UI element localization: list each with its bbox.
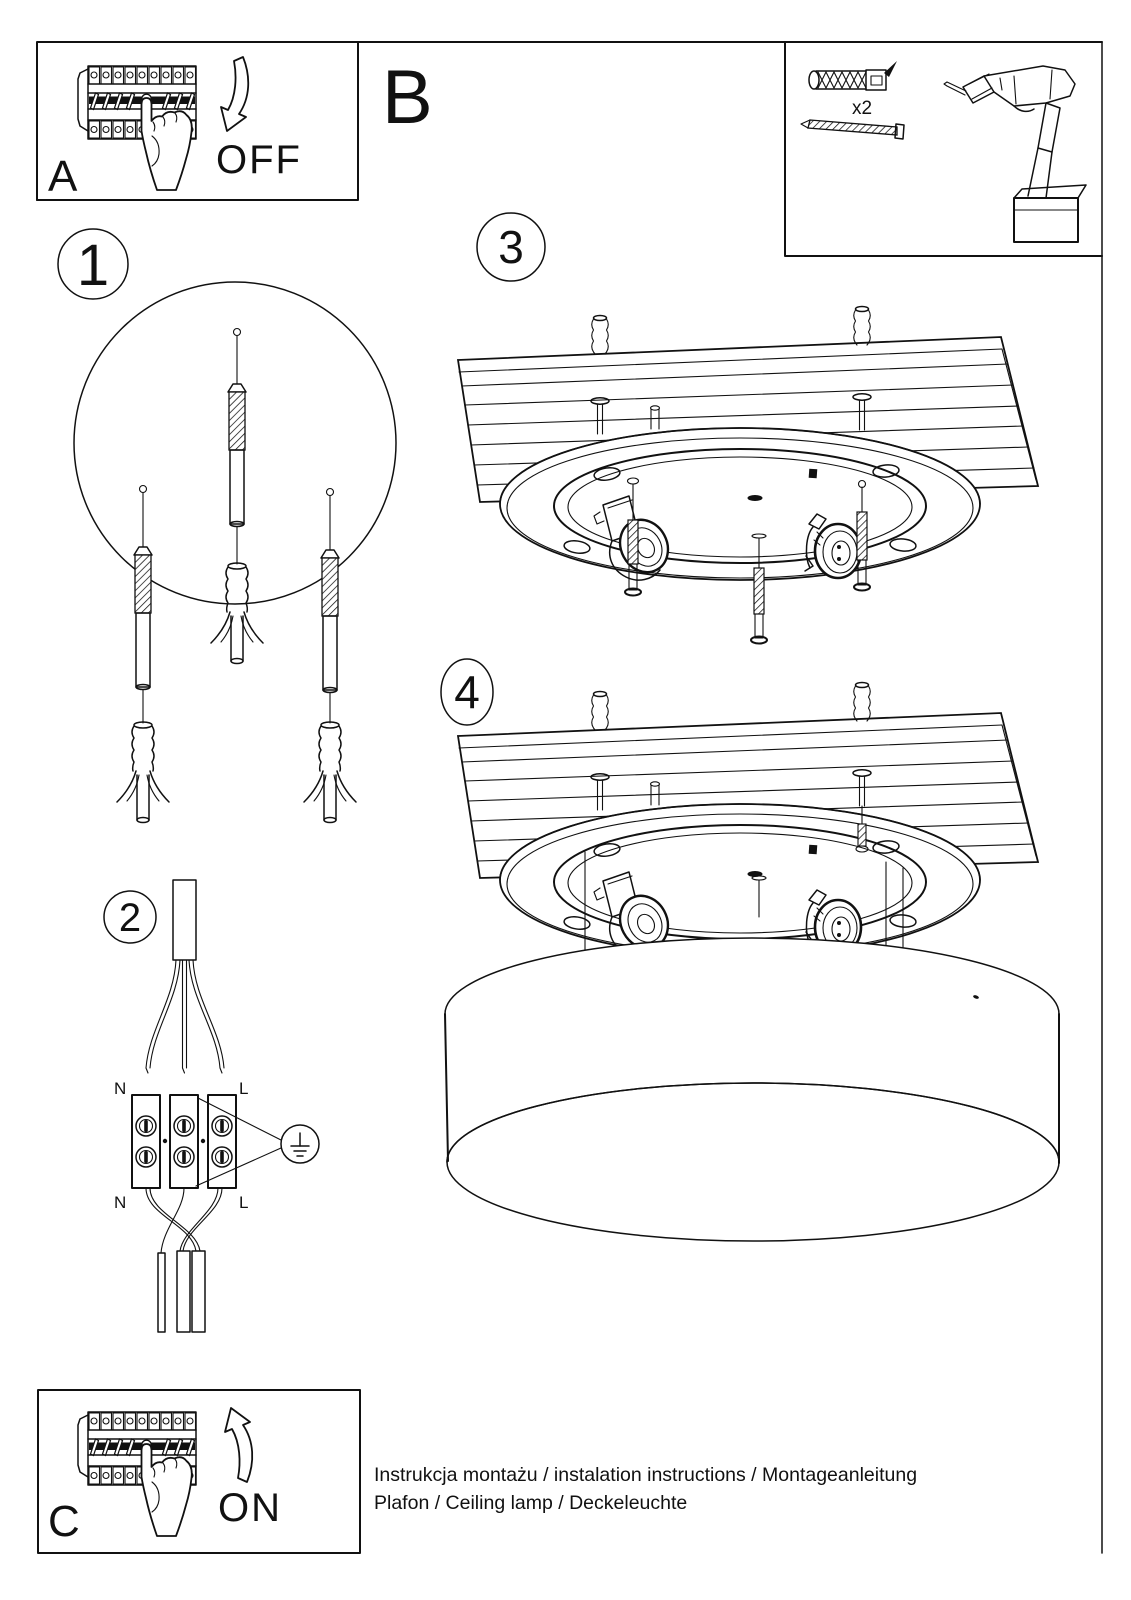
- footer-title: [374, 1464, 917, 1514]
- parts-box: [785, 42, 1102, 256]
- step3-number: 3: [498, 221, 524, 273]
- output-wires: [146, 1188, 222, 1253]
- power-on-box: [38, 1390, 360, 1553]
- wall-plug-icon: [809, 61, 897, 90]
- shade-screw: [858, 824, 866, 846]
- terminal-l-top: L: [239, 1079, 249, 1098]
- footer-line2: Plafon / Ceiling lamp / Deckeleuchte: [374, 1492, 688, 1514]
- terminal-n-top: N: [114, 1079, 127, 1098]
- box-a-label: A: [48, 152, 78, 201]
- footer-line1: Instrukcja montażu / instalation instructions / Montageanleitung: [374, 1464, 918, 1486]
- anchor-quantity-label: x2: [851, 98, 873, 119]
- power-on-label: ON: [218, 1486, 282, 1530]
- step4-illustration: [441, 659, 1059, 1241]
- power-off-box: [37, 42, 358, 201]
- dowel-in-board-left: [592, 316, 609, 355]
- section-b-label: B: [382, 55, 433, 140]
- lamp-shade-illustration: [445, 938, 1059, 1241]
- box-c-label: C: [48, 1497, 80, 1546]
- wires: [146, 960, 224, 1073]
- screw-dowel-left: [117, 486, 169, 823]
- terminal-n-bottom: N: [114, 1193, 127, 1212]
- arrow-down-icon: [221, 57, 248, 131]
- step2-number: 2: [118, 896, 142, 940]
- ground-symbol-icon: [196, 1098, 319, 1186]
- screw-icon: [801, 120, 904, 139]
- circuit-breaker-illustration: [78, 1412, 196, 1536]
- dowel-in-board-right: [854, 307, 871, 346]
- step1-number: 1: [76, 233, 110, 298]
- screw-dowel-right: [304, 489, 356, 823]
- output-cables: [158, 1251, 205, 1332]
- screw-dowel-center: [211, 329, 263, 664]
- step1-illustration: [58, 229, 396, 823]
- circuit-breaker-illustration: [78, 66, 196, 190]
- arrow-up-icon: [225, 1408, 252, 1482]
- step4-number: 4: [454, 666, 480, 718]
- step2-illustration: [104, 880, 319, 1332]
- ceiling-board-and-canopy: [458, 307, 1038, 581]
- step3-illustration: [458, 213, 1038, 644]
- drill-icon: [944, 66, 1086, 242]
- power-off-label: OFF: [216, 138, 302, 182]
- terminal-l-bottom: L: [239, 1193, 249, 1212]
- cable-sleeve: [173, 880, 196, 960]
